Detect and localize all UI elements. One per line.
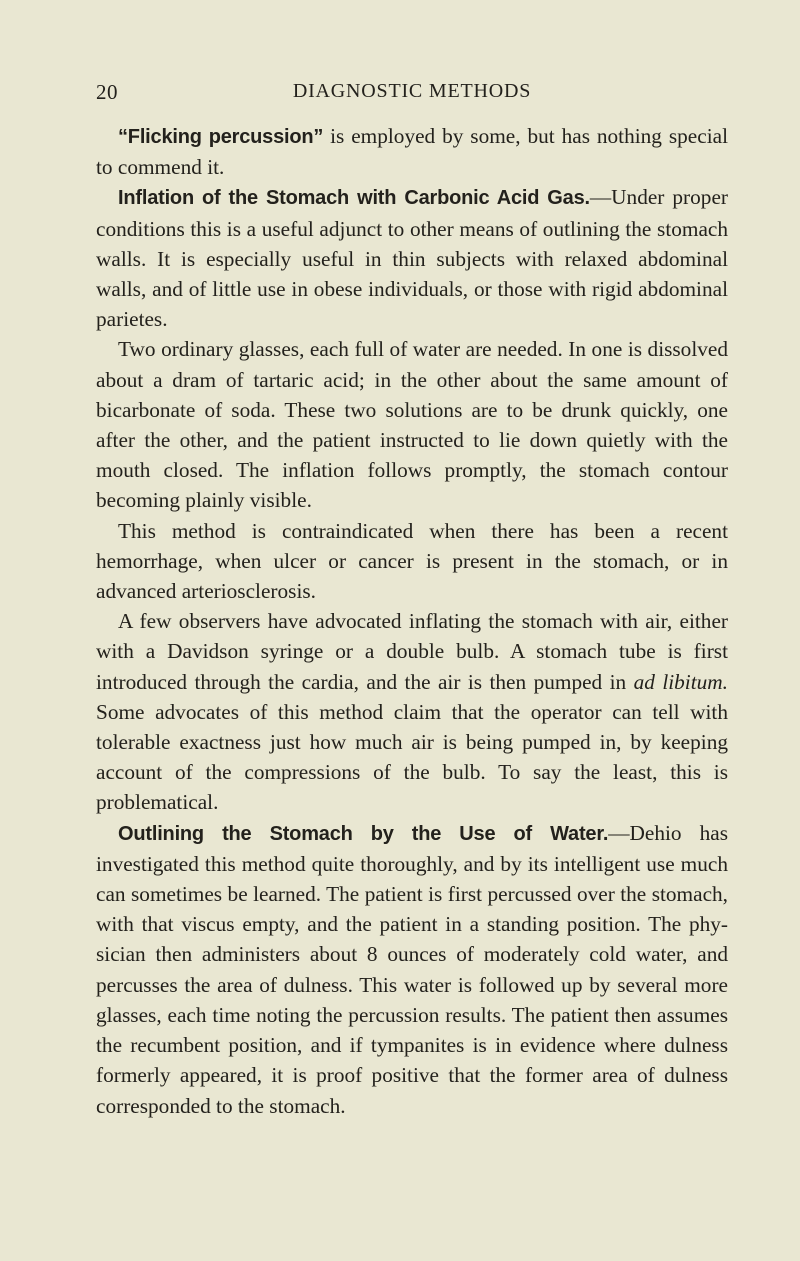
paragraph-water-outlining	[96, 818, 728, 1121]
page-number: 20	[96, 80, 118, 104]
paragraph-text: Two ordinary glasses, each full of water are needed. In one is dissolved about a dram of tartaric acid; in the other about the same amount of bicarbonate of soda. These two solutions are to be drunk quickly, one after the other, and the patient instructed to lie down quietly with the mouth closed. The inflation follows promptly, the stomach contour becoming plainly visible.	[96, 337, 728, 513]
section-heading: Outlining the Stomach by the Use of Water.	[118, 822, 609, 845]
paragraph-two-glasses	[96, 334, 728, 515]
paragraph-text: —Dehio has investigated this method quite thoroughly, and by its intelligent use much can sometimes be learned. The patient is first percussed over the stomach, with that viscus empty, and the patient in a standing position. The physician then administers about 8 ounces of moderately cold water, and percusses the area of dulness. This water is followed up by several more glasses, each time noting the percussion results. The patient then assumes the recumbent position, and if tympanites is in evidence where dulness formerly appeared, it is proof positive that the former area of dulness corresponded to the stomach.	[96, 820, 728, 1118]
section-heading: Inflation of the Stomach with Carbonic Acid Gas.	[118, 187, 590, 210]
running-head	[96, 80, 728, 108]
paragraph-text: Some advocates of this method claim that the operator can tell with tolerable exactness just how much air is being pumped in, by keeping account of the compressions of the bulb. To say the least, this is problematical.	[96, 699, 728, 815]
paragraph-flicking-percussion	[96, 121, 728, 182]
paragraph-text: —Under proper conditions this is a useful adjunct to other means of outlining the stomach walls. It is especially useful in thin subjects with relaxed abdominal walls, and of little use in obese individuals, or those with rigid abdominal parietes.	[96, 185, 728, 332]
paragraph-text: A few observers have advocated inflating the stomach with air, either with a Davidson syringe or a double bulb. A stomach tube is first introduced through the cardia, and the air is then pumped in	[96, 609, 728, 694]
paragraph-contraindications	[96, 516, 728, 607]
paragraph-inflation-heading	[96, 182, 728, 334]
body-text	[96, 121, 728, 1121]
paragraph-air-inflation	[96, 606, 728, 817]
paragraph-lead: “Flicking percussion”	[118, 126, 324, 148]
paragraph-text: is employed by some, but has nothing special to commend it.	[96, 124, 728, 180]
running-head-title: DIAGNOSTIC METHODS	[292, 80, 532, 102]
paragraph-text: This method is contraindicated when there has been a recent hemorrhage, when ulcer or cancer is present in the stomach, or in advanced arteriosclerosis.	[96, 518, 728, 604]
latin-phrase: ad libitum.	[633, 669, 728, 694]
